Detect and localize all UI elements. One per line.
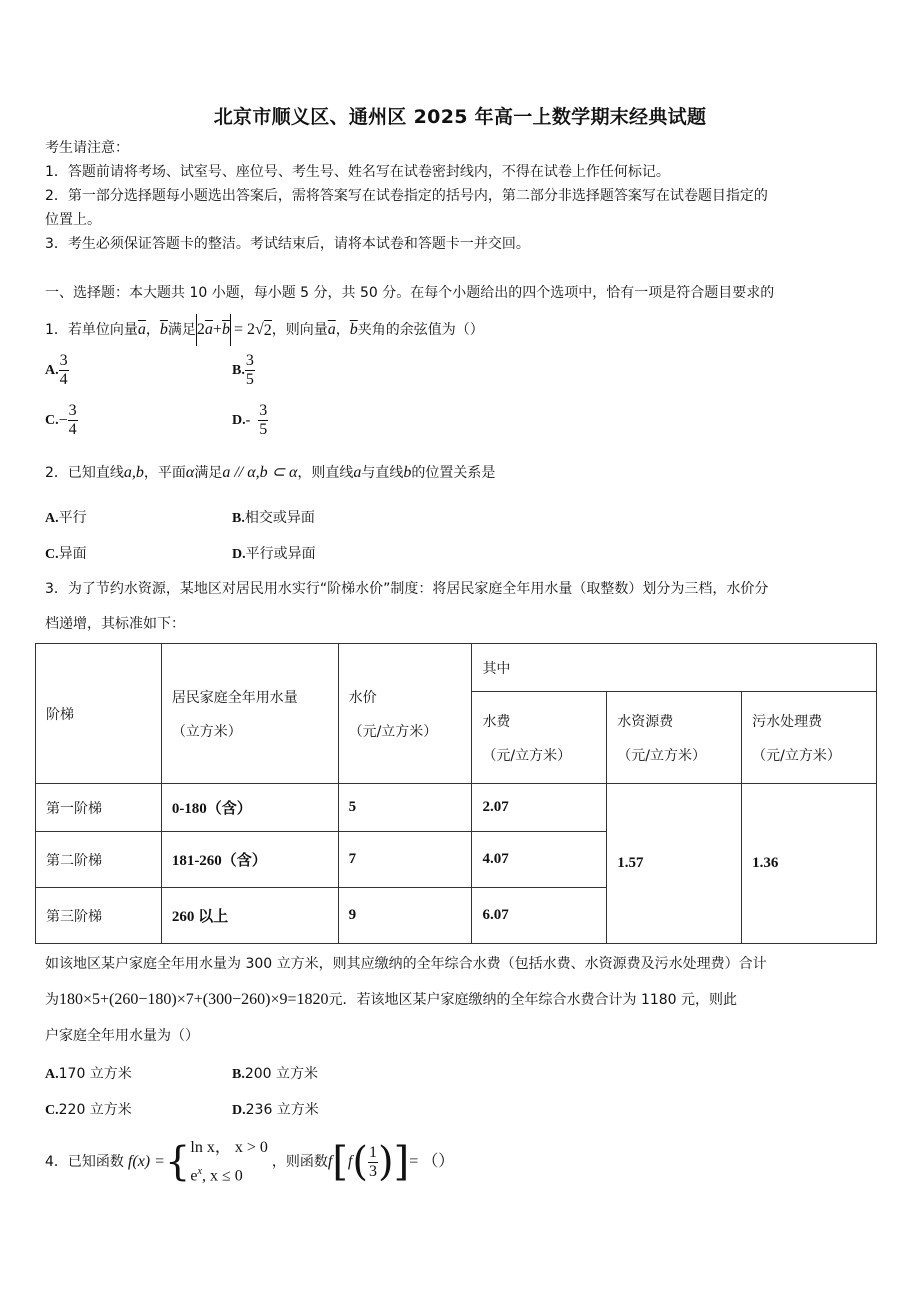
q2-text: 满足 [194, 465, 223, 481]
vector-b: $\overline{b}$ [221, 321, 230, 338]
cell-price: 9 [338, 888, 472, 944]
denominator: 3 [368, 1162, 377, 1180]
header-text: 水价 [348, 689, 377, 706]
cell-water: 6.07 [472, 888, 607, 944]
minus-sign: - [245, 412, 251, 428]
option-text: 170 立方米 [58, 1066, 132, 1082]
left-brace: { [164, 1139, 191, 1185]
option-label: B. [232, 511, 245, 526]
q1-option-d[interactable] [232, 402, 268, 439]
question-3-para-3: 户家庭全年用水量为（） [45, 1028, 199, 1044]
water-price-table [35, 643, 877, 944]
q4-f-inner: f [347, 1153, 353, 1170]
header-among [472, 644, 877, 692]
cell-range: 181-260（含） [161, 832, 338, 888]
question-3-line-2: 档递增，其标准如下： [45, 616, 185, 632]
vector-b: $\overline{b}$ [349, 321, 358, 338]
q2-option-b[interactable] [232, 507, 315, 527]
q3-text: 元．若该地区某户家庭缴纳的全年综合水费合计为 1180 元，则此 [328, 992, 738, 1008]
case-2 [190, 1160, 267, 1188]
option-text: 相交或异面 [244, 510, 315, 526]
q2-text: 与直线 [361, 465, 404, 481]
option-text: 220 立方米 [58, 1102, 132, 1118]
sqrt-arg: 2 [263, 321, 272, 339]
header-text: 其中 [482, 660, 511, 677]
q3-option-d[interactable] [232, 1099, 319, 1119]
cell-tier: 第一阶梯 [36, 784, 162, 832]
numerator: 3 [259, 402, 268, 419]
q1-satisfy: 满足 [167, 322, 196, 338]
question-1 [45, 314, 484, 346]
cell-resource-fee: 1.57 [607, 784, 742, 944]
header-tier [36, 644, 162, 784]
denominator: 5 [259, 421, 268, 438]
numerator: 3 [68, 402, 77, 419]
q4-text: 4．已知函数 [45, 1154, 124, 1170]
q1-option-a[interactable] [45, 352, 69, 389]
right-paren: ) [377, 1139, 394, 1185]
vector-a: $\overline{a}$ [327, 321, 336, 338]
header-text: 水费 [482, 713, 511, 730]
q2-option-d[interactable] [232, 543, 316, 563]
fraction [258, 402, 268, 439]
header-text: 水资源费 [617, 713, 674, 730]
option-text: 236 立方米 [245, 1102, 319, 1118]
question-2 [45, 463, 495, 483]
cell-sewage-fee: 1.36 [742, 784, 877, 944]
numerator: 1 [368, 1143, 377, 1161]
section-heading: 一、选择题：本大题共 10 小题，每小题 5 分，共 50 分。在每个小题给出的四个选项中，恰有一项是符合题目要求的 [45, 285, 775, 301]
vector-a: $\overline{a}$ [137, 321, 146, 338]
fraction [368, 1144, 378, 1181]
q1-equals: = 2 [233, 321, 255, 338]
header-unit: （元/立方米） [482, 747, 572, 764]
q1-middle: ，则向量 [271, 322, 328, 338]
fraction [245, 352, 255, 389]
cell-price: 5 [338, 784, 472, 832]
piecewise-cases [190, 1136, 267, 1188]
header-unit: （元/立方米） [617, 747, 706, 764]
header-usage [161, 644, 338, 784]
option-text: 平行 [58, 510, 87, 526]
q1-suffix: 夹角的余弦值为（） [357, 322, 484, 338]
q2-text: ，平面 [143, 465, 186, 481]
q3-option-c[interactable] [45, 1099, 132, 1119]
header-unit: （立方米） [171, 723, 242, 740]
header-resource-fee [607, 692, 742, 784]
case-2-condition: , x ≤ 0 [201, 1167, 243, 1185]
q1-option-b[interactable] [232, 352, 255, 389]
option-label: A. [45, 511, 59, 526]
q1-prefix: 1．若单位向量 [45, 322, 138, 338]
notice-item-2-cont: 位置上。 [45, 212, 101, 228]
option-label: C. [45, 547, 59, 562]
q4-function: f(x) = [127, 1153, 165, 1170]
case-2-exponent: x [197, 1165, 202, 1177]
cell-price: 7 [338, 832, 472, 888]
q2-plane: α [185, 464, 195, 481]
notice-item-3: 3．考生必须保证答题卡的整洁。考试结束后，请将本试卷和答题卡一并交回。 [45, 236, 530, 252]
vector-b: $\overline{b}$ [159, 321, 168, 338]
q1-plus: + [212, 321, 222, 338]
cell-water: 4.07 [472, 832, 607, 888]
case-2-base: e [190, 1167, 198, 1185]
denominator: 5 [245, 371, 254, 388]
cell-range: 260 以上 [161, 888, 338, 944]
right-bracket: ] [393, 1139, 410, 1185]
q2-line-a: a [353, 464, 362, 481]
option-label: A. [45, 1067, 59, 1082]
fraction [68, 402, 78, 439]
q3-option-b[interactable] [232, 1063, 318, 1083]
table-row [36, 784, 877, 832]
left-bracket: [ [332, 1139, 348, 1185]
q2-line-b: b [403, 464, 412, 481]
q2-text: ，则直线 [297, 465, 354, 481]
header-price [338, 644, 472, 784]
q3-option-a[interactable] [45, 1063, 132, 1083]
q1-comma: ， [335, 322, 350, 338]
question-3-line-1: 3．为了节约水资源，某地区对居民用水实行“阶梯水价”制度：将居民家庭全年用水量（取整数）划分为三档，水价分 [45, 581, 769, 597]
option-label: C. [45, 1103, 59, 1118]
option-text: 异面 [58, 546, 87, 562]
question-3-para-2 [45, 990, 737, 1010]
q1-comma: ， [145, 322, 160, 338]
minus-sign: − [58, 411, 68, 429]
question-3-para-1: 如该地区某户家庭全年用水量为 300 立方米，则其应缴纳的全年综合水费（包括水费、水资源费及污水处理费）合计 [45, 956, 767, 972]
header-text: 污水处理费 [752, 713, 823, 730]
q2-option-c[interactable] [45, 543, 87, 563]
q4-text: ，则函数 [271, 1154, 328, 1170]
option-label: D. [232, 547, 246, 562]
header-text: 阶梯 [46, 706, 74, 723]
cell-tier: 第二阶梯 [36, 832, 162, 888]
q1-coef: 2 [196, 321, 205, 338]
numerator: 3 [245, 352, 254, 369]
header-sewage-fee [742, 692, 877, 784]
cell-water: 2.07 [472, 784, 607, 832]
option-label: C. [45, 412, 59, 428]
q2-text: 的位置关系是 [411, 465, 496, 481]
q2-condition: a // α,b ⊂ α [222, 464, 298, 481]
q4-suffix: = （） [409, 1153, 455, 1170]
option-label: D. [232, 412, 246, 428]
q3-text: 为 [45, 992, 59, 1008]
q1-option-c[interactable] [45, 402, 78, 439]
q3-formula: 180×5+(260−180)×7+(300−260)×9=1820 [59, 991, 329, 1008]
sqrt-symbol: √ [254, 321, 264, 338]
abs-bar-right [230, 314, 231, 346]
q2-lines: a,b [123, 464, 144, 481]
fraction [59, 352, 69, 389]
option-label: B. [232, 362, 245, 378]
header-unit: （元/立方米） [752, 747, 841, 764]
cell-tier: 第三阶梯 [36, 888, 162, 944]
q4-f: f [327, 1153, 333, 1170]
notice-heading: 考生请注意： [45, 140, 129, 156]
header-unit: （元/立方米） [348, 723, 438, 740]
denominator: 4 [59, 371, 68, 388]
q2-text: 2．已知直线 [45, 465, 124, 481]
notice-item-1: 1．答题前请将考场、试室号、座位号、考生号、姓名写在试卷密封线内，不得在试卷上作任何标记。 [45, 164, 670, 180]
denominator: 4 [68, 421, 77, 438]
question-4 [45, 1136, 454, 1188]
option-label: B. [232, 1067, 245, 1082]
option-label: A. [45, 362, 59, 378]
q2-option-a[interactable] [45, 507, 87, 527]
numerator: 3 [59, 352, 68, 369]
notice-item-2: 2．第一部分选择题每小题选出答案后，需将答案写在试卷指定的括号内，第二部分非选择题答案写在试卷题目指定的 [45, 188, 768, 204]
vector-a: $\overline{a}$ [204, 321, 213, 338]
page-title: 北京市顺义区、通州区 2025 年高一上数学期末经典试题 [213, 106, 707, 128]
case-1: ln x， x > 0 [190, 1138, 268, 1156]
header-text: 居民家庭全年用水量 [171, 689, 298, 706]
left-paren: ( [352, 1139, 368, 1185]
option-text: 平行或异面 [245, 546, 316, 562]
header-water-fee [472, 692, 607, 784]
cell-range: 0-180（含） [161, 784, 338, 832]
option-text: 200 立方米 [244, 1066, 319, 1082]
option-label: D. [232, 1103, 246, 1118]
